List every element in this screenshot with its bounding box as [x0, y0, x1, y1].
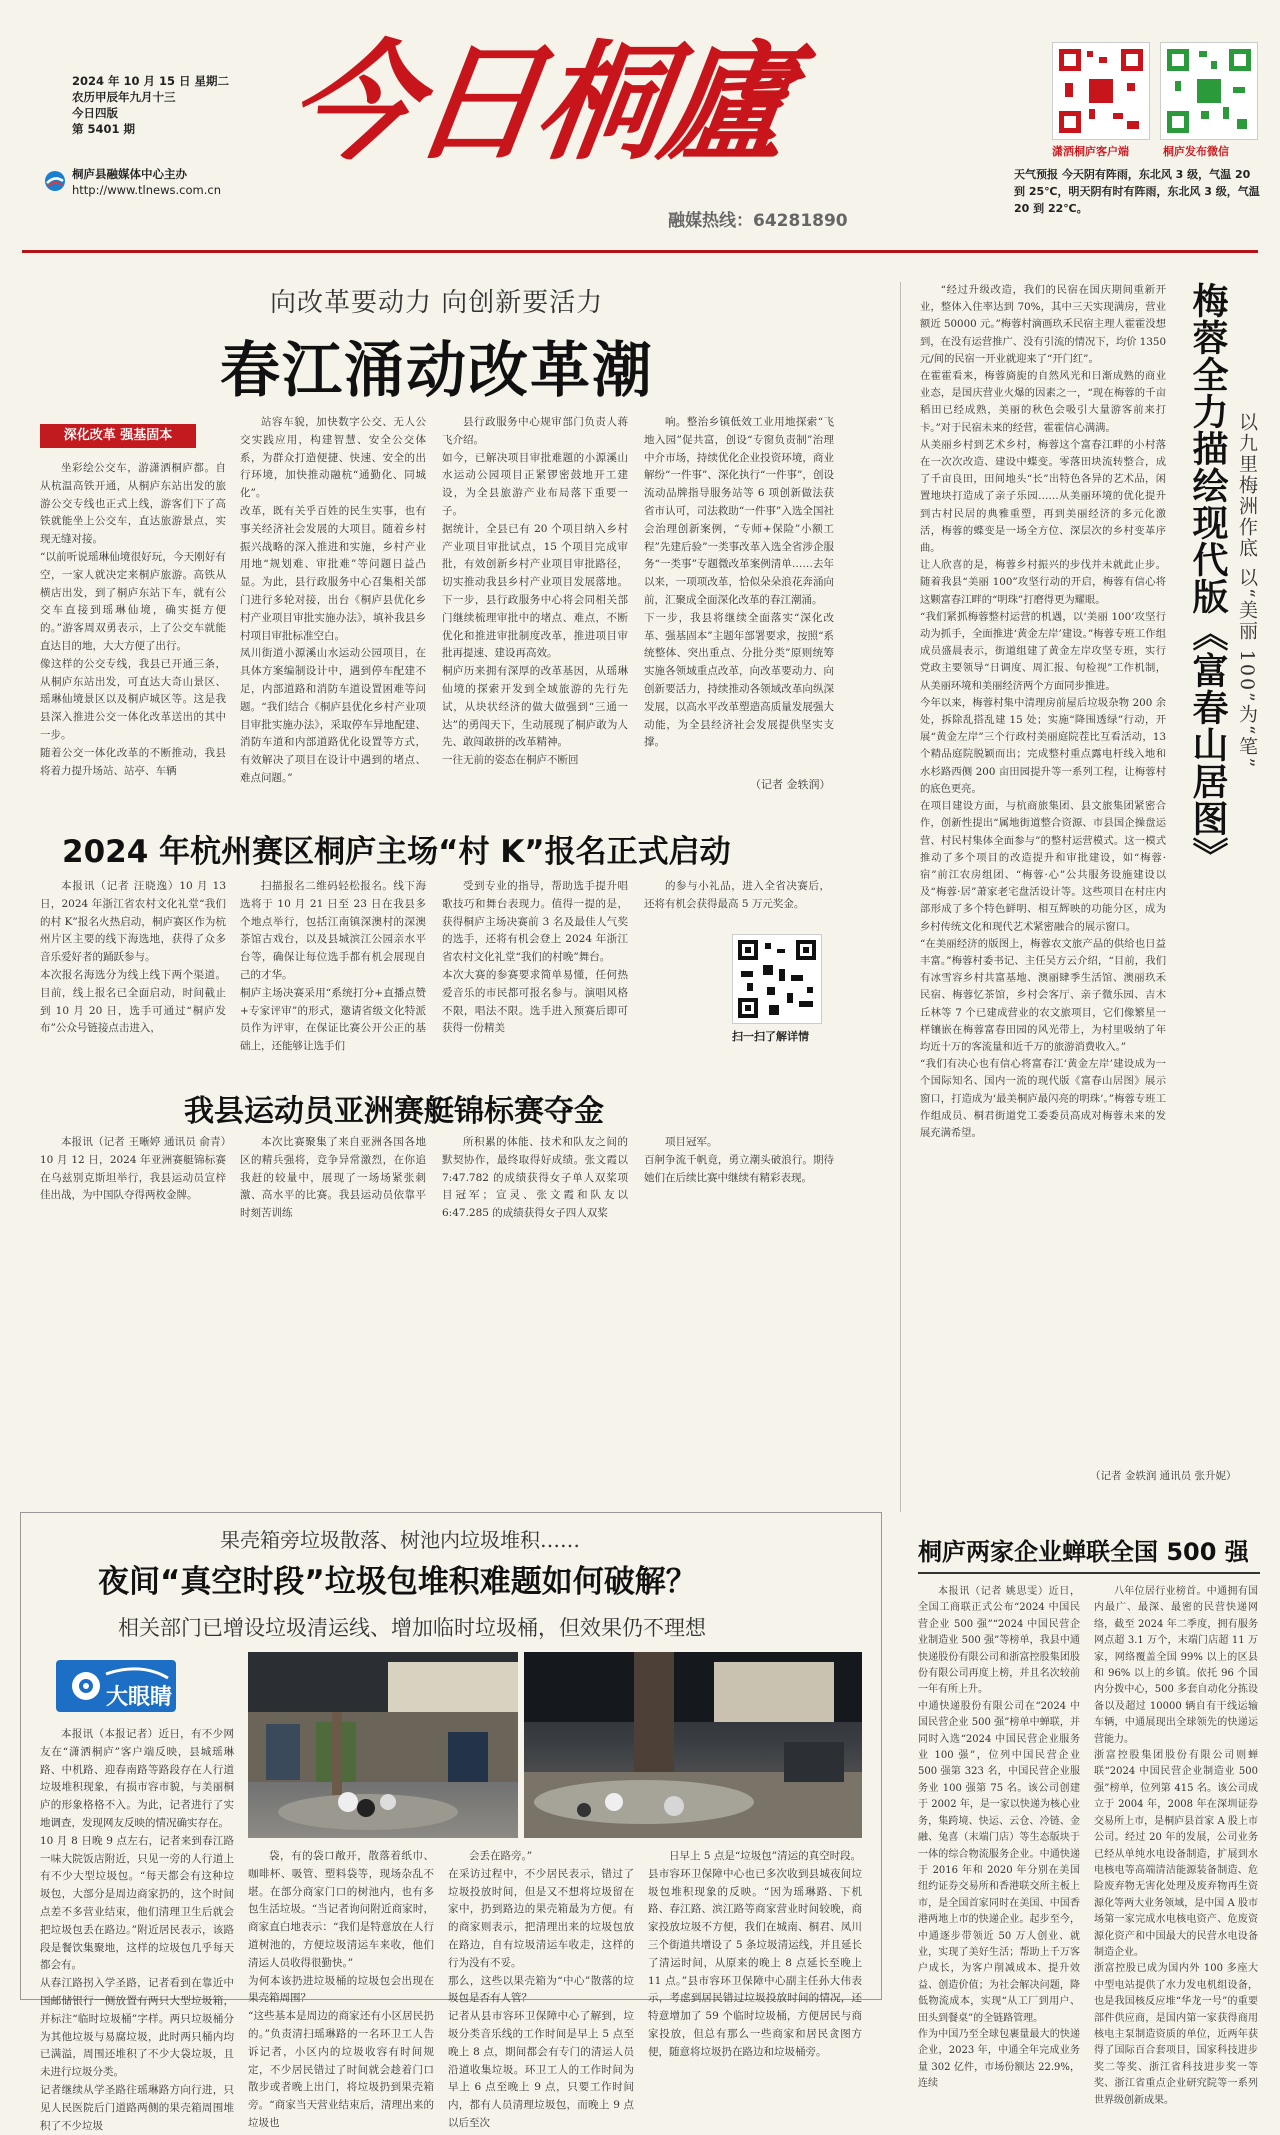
- lead-kicker: 向改革要动力 向创新要活力: [270, 288, 604, 318]
- meirong-body-text: “经过升级改造，我们的民宿在国庆期间重新开业，整体入住率达到 70%，其中三天实现满房，营业额近 50000 元。”梅蓉村滴画玖禾民宿主理人霍霍没想到，在没有运营推广、没有引流的情况下，均价 1350 元/间的民宿一开业就迎来了“开门红”。 在霍霍看来，梅蓉旖旎的自然风光和日渐成熟的商业业态，是国庆营业火爆的因素之一，“现在梅蓉的千亩稻田已经成熟，美丽的秋色会吸引大量游客前来打卡。”对于民宿未来的经营，霍霍信心满满。 从美丽乡村到艺术乡村，梅蓉这个富春江畔的小村落在一次次改造、建设中蝶变。零落田块流转整合，成了千亩良田，田间地头“长”出特色各异的艺术品，闲置地块打造成了亲子乐园……从美丽环境的优化提升到古村民居的典雅重塑，再到美丽经济的多元化激活，梅蓉的蝶变是一场全方位、深层次的乡村变革序曲。 让人欣喜的是，梅蓉乡村振兴的步伐并未就此止步。随着我县“美丽 100”攻坚行动的开启，梅蓉有信心将这颗富春江畔的“明珠”打磨得更为耀眼。 “我们紧抓梅蓉整村运营的机遇，以‘美丽 100’攻坚行动为抓手，全面推进‘黄金左岸’建设。”梅蓉专班工作组成员盛晨表示，街道组建了黄金左岸攻坚专班，实行党政主要领导“日调度、周汇报、旬检视”工作机制，从美丽环境和美丽经济两个方面同步推进。 今年以来，梅蓉村集中清理房前屋后垃圾杂物 200 余处，拆除乱搭乱建 15 处；实施“降围透绿”行动，开展“黄金左岸”三个行政村美丽庭院茬比互看活动，13 个精品庭院脱颖而出；完成整村重点露电杆线入地和水杉路西侧 200 亩田园提升等一系列工程，让梅蓉村的底色更亮。 在项目建设方面，与杭商旅集团、县文旅集团紧密合作，创新性提出“属地街道整合资源、市县国企操盘运营、村民村集体全面参与”的整村运营模式。这一模式推动了多个项目的改造提升和审批建设，如“梅蓉·宿”前江农房组团、“梅蓉·心”公共服务设施建设以及“梅蓉·居”萧家老宅盘活设计等。这些项目在村庄内部形成了多个特色鲜明、相互辉映的功能分区，成为乡村传统文化和现代艺术紧密融合的展示窗口。 “在美丽经济的版图上，梅蓉农文旅产品的供给也日益丰富。”梅蓉村委书记、主任吴方云介绍，“目前，我们有冰雪容乡村共富基地、澳丽肆季生活馆、澳丽玖禾民宿、梅蓉忆茶馆，乡村会客厅、亲子微乐园、吉木丘林等 7 个已建成营业的农文旅项目，它们像繁星一样镶嵌在梅蓉富春田园的风光带上，为村里吸纳了年均近十万的客流量和近千万的旅游消费收入。” “我们有决心也有信心将富春江‘黄金左岸’建设成为一个国际知名、国内一流的现代版《富春山居图》展示窗口，打造成为‘最美桐庐最闪亮的明珠’。”梅蓉专班工作组成员、桐君街道党工委委员高成对梅蓉未来的发展充满希望。: [920, 284, 1166, 1139]
- website-link[interactable]: http://www.tlnews.com.cn: [72, 183, 221, 197]
- feature-col1-text: 本报讯（本报记者）近日，有不少网友在“潇洒桐庐”客户端反映，县城瑶琳路、中机路、迎春南路等路段存在人行道垃圾堆积现象，有损市容市貌，与美丽桐庐的形象格格不入。为此，记者进行了实地调查，发现网友反映的情况确实存在。 10 月 8 日晚 9 点左右，记者来到春江路一味大院饭店附近，只见一旁的人行道上有不少大型垃圾包。“每天都会有这种垃圾包，大部分是周边商家扔的，这个时间点差不多营业结束，他们清理卫生后就会把垃圾包丢在路边。”附近居民表示，该路段是餐饮集聚地，这样的垃圾包几乎每天都会有。 从春江路拐入学圣路，记者看到在靠近中国邮储银行一侧放置有两只大型垃圾箱，并标注“临时垃圾桶”字样。两只垃圾桶分为其他垃圾与易腐垃圾，此时两只桶内均已满溢，周围还堆积了不少大袋垃圾，且未进行垃圾分类。 记者继续从学圣路往瑶琳路方向行进，只见人民医院后门道路两侧的果壳箱周围堆积了不少垃圾: [40, 1728, 234, 2132]
- rowing-column-2: [240, 1134, 426, 1230]
- newspaper-title: [279, 28, 890, 198]
- hotline-number: 64281890: [753, 211, 848, 231]
- big-eye-logo-icon: [56, 1654, 176, 1716]
- feature-column-2: [248, 1848, 434, 2129]
- feature-subhead: 相关部门已增设垃圾清运线、增加临时垃圾桶，但效果仍不理想: [118, 1616, 706, 1640]
- page-count: 今日四版: [72, 106, 118, 120]
- lead-col2-text: 站容车貌，加快数字公交、无人公交实践应用，构建智慧、安全公交体系，为群众打造便捷、快速、安全的出行环境，加快推动融杭“通勤化、同城化”。 改革，既有关乎百姓的民生实事，也有事关经济社会发展的大项目。随着乡村振兴战略的深入推进和实施，乡村产业用地“规划难、审批难”等问题日益凸显。为此，县行政服务中心召集相关部门进行多轮对接，出台《桐庐县优化乡村产业项目审批实施办法》，填补我县乡村项目审批标准空白。 凤川街道小源溪山水运动公园项目，在具体方案编制设计中，遇到停车配建不足，内部道路和消防车道设置困难等问题。“我们结合《桐庐县优化乡村产业项目审批实施办法》，采取停车异地配建、消防车道和内部道路优化设置等方式，有效解决了项目在设计中遇到的堵点、难点问题。”: [240, 416, 426, 784]
- newspaper-title-text: 今日桐廬: [279, 28, 797, 178]
- lead-col4-text: 响。整治乡镇低效工业用地探索“飞地入园”促共富，创设“专窗负责制”治理中介市场，持续优化企业投资环境，商业解纷“一件事”、深化执行“一件事”，创设流动品牌指导服务站等 6 项创新做法获省市认可，司法救助“一件事”入选全国社会治理创新案例，“专师+保险”小额工程”先建后验”一类事改革入选全省涉企服务“一类事”专题微改革案例清单……去年以来，一项项改革，恰似朵朵浪花奔涌向前，汇聚成全面深化改革的春江潮涌。 下一步，我县将继续全面落实“深化改革、强基固本”主题年部署要求，按照“系统整体、突出重点、分批分类”原则统筹实施各领域重点改革，向改革要动力、向创新要活力，持续推动各领域改革向纵深发展，以高水平改革塑造高质量发展强大动能，为全县经济社会发展提供坚实支撑。: [644, 416, 834, 749]
- enterprise-headline-rule: [918, 1572, 1260, 1574]
- wechat-qr-icon: [1160, 42, 1258, 140]
- cunk-signup-qr-icon[interactable]: [732, 934, 822, 1024]
- sponsor-line: 桐庐县融媒体中心主办: [72, 167, 187, 181]
- cunk-column-4: [644, 878, 830, 926]
- lead-section-tag: 深化改革 强基固本: [40, 424, 196, 448]
- cunk-column-1: [40, 878, 226, 1048]
- cunk-col3-text: 受到专业的指导，帮助选手提升唱歌技巧和舞台表现力。值得一提的是，获得桐庐主场决赛前 3 名及最佳人气奖的选手，还将有机会登上 2024 年浙江省农村文化礼堂“我们的村晚”舞台。 本次大赛的参赛要求简单易懂，任何热爱音乐的市民都可报名参与。演唱风格不限，唱法不限。选手进入预赛后即可获得一份精美: [442, 880, 628, 1035]
- hotline-label: 融媒热线：: [668, 211, 753, 231]
- rowing-col1-text: 本报讯（记者 王晰婷 通讯员 俞青）10 月 12 日，2024 年亚洲赛艇锦标赛在乌兹别克斯坦举行，我县运动员宣梓佳出战，为中国队夺得两枚金牌。: [40, 1136, 226, 1202]
- meirong-headline: 梅蓉全力描绘现代版《富春山居图》: [1187, 282, 1228, 874]
- cunk-col4-text: 的参与小礼品，进入全省决赛后，还将有机会获得最高 5 万元奖金。: [644, 880, 830, 910]
- meirong-body: [920, 282, 1166, 1462]
- masthead-divider: [22, 250, 1258, 253]
- lunar-date: 农历甲辰年九月十三: [72, 90, 176, 104]
- rowing-col3-text: 所积累的体能、技术和队友之间的默契协作，最终取得好成绩。张文霞以 7:47.782 的成绩获得女子单人双桨项目冠军；宣灵、张文霞和队友以 6:47.285 的成绩获得女子四人双桨: [442, 1136, 628, 1220]
- cunk-col1-text: 本报讯（记者 汪晓逸）10 月 13 日，2024 年浙江省农村文化礼堂“我们的村 K”报名火热启动，桐庐赛区作为杭州片区主要的线下海选地，获得了众多音乐爱好者的踊跃参与。 本次报名海选分为线上线下两个渠道。目前，线上报名已全面启动，时间截止到 10 月 20 日，选手可通过“桐庐发布”公众号链接点击进入，: [40, 880, 226, 1035]
- enterprise-col1-text: 本报讯（记者 姚思雯）近日，全国工商联正式公布“2024 中国民营企业 500 强”“2024 中国民营企业制造业 500 强”等榜单，我县中通快递股份有限公司和浙富控股集团股份有限公司再度上榜，并且名次较前一年有所上升。 中通快递股份有限公司在“2024 中国民营企业 500 强”榜单中蝉联，并同时入选“2024 中国民营企业服务业 100 强”，位列中国民营企业 500 强第 323 名，中国民营企业服务业 100 强第 75 名。该公司创建于 2002 年，是一家以快递为核心业务，集跨境、快运、云仓、冷链、金融、兔喜（末端门店）等生态版块于一体的综合物流服务企业。中通快递于 2016 年和 2020 年分别在美国纽约证券交易所和香港联交所主板上市，是全国首家同时在美国、中国香港两地上市的快递企业。起步至今，中通逐步带领近 50 万人创业、就业，实现了美好生活；帮助上千万客户成长，为客户削减成本、提升效益、创造价值；为社会解决问题，降低物流成本，实现“从工厂到用户、田头到餐桌”的全链路管理。 作为中国乃至全球包裹量最大的快递企业，2023 年，中通全年完成业务量 302 亿件，市场份额达 22.9%，连续: [918, 1586, 1080, 2090]
- rowing-column-4: [644, 1134, 834, 1204]
- cunk-column-2: [240, 878, 426, 1053]
- enterprise-headline: 桐庐两家企业蝉联全国 500 强: [918, 1538, 1249, 1566]
- rowing-column-3: [442, 1134, 628, 1230]
- enterprise-col2-text: 八年位居行业榜首。中通拥有国内最广、最深、最密的民营快递网络，截至 2024 年二季度，拥有服务网点超 3.1 万个，末端门店超 11 万家，网络覆盖全国 99% 以上的区县和 96% 以上的乡镇。依托 96 个国内分拨中心，500 多套自动化分拣设备以及超过 10000 辆自有干线运输车辆，中通展现出全球领先的快递运营能力。 浙富控股集团股份有限公司则蝉联“2024 中国民营企业制造业 500 强”榜单，位列第 415 名。该公司成立于 2004 年，2008 年在深圳证券交易所上市，是桐庐县首家 A 股上市公司。经过 20 年的发展，公司业务已经从单纯水电设备制造，扩展到水电核电等高端清洁能源装备制造、危险废弃物无害化处理及废弃物再生资源化等两大业务领域，是中国 A 股市场第一家完成水电核电资产、危废资源化资产和中国最大的民营水电设备制造企业。 浙富控股已成为国内外 100 多座大中型电站提供了水力发电机组设备，也是我国核反应堆“华龙一号”的重要部件供应商，是国内第一家获得商用核电主泵制造资质的单位，近两年获得了国际百合套项目，国家科技进步奖二等奖、浙江省科技进步奖一等奖、浙江省重点企业研究院等一系列世界级创新成果。: [1094, 1586, 1258, 2106]
- feature-col3-text: 会丢在路旁。” 在采访过程中，不少居民表示，错过了垃圾投放时间，但是又不想将垃圾留在家中，扔到路边的果壳箱最为方便。有的商家则表示，把清理出来的垃圾包放在路边，自有垃圾清运车收走，这样的行为没有不妥。 那么，这些以果壳箱为“中心”散落的垃圾包是否有人管？ 记者从县市容环卫保障中心了解到，垃圾分类音乐线的工作时间是早上 5 点至晚上 8 点，期间都会有专门的清运人员沿道收集垃圾。环卫工人的工作时间为早上 6 点至晚上 9 点，只要工作时间内，都有人员清理垃圾包，而晚上 9 点以后至次: [448, 1850, 634, 2129]
- street-photo-2: [524, 1652, 862, 1838]
- enterprise-column-1: [918, 1584, 1080, 2090]
- street-photo-1: [248, 1652, 518, 1838]
- lead-column-1: [40, 460, 226, 800]
- weather-forecast: 天气预报 今天阴有阵雨，东北风 3 级，气温 20 到 25℃，明天阴有时有阵雨，东北风 3 级，气温 20 到 22℃。: [1014, 168, 1260, 215]
- tlnews-logo-icon: [44, 170, 66, 192]
- client-app-qr-icon: [1052, 42, 1150, 140]
- feature-column-3: [448, 1848, 634, 2129]
- lead-col1-text: 坐彩绘公交车，游潇洒桐庐都。自从杭温高铁开通，从桐庐东站出发的旅游公交专线也正式上线，游客们下了高铁就能坐上公交车，直达旅游景点，实现无缝对接。 “以前听说瑶琳仙境很好玩，今天刚好有空，一家人就决定来桐庐旅游。高铁从横店出发，到了桐庐东站下车，就有公交车直接到瑶琳仙境，确实挺方便的。”游客周双勇表示，上了公交车就能直达目的地，大大方便了出行。 像这样的公交专线，我县已开通三条，从桐庐东站出发，可直达大奇山景区、瑶琳仙境景区以及桐庐城区等。这是我县深入推进公交一体化改革送出的其中一步。 随着公交一体化改革的不断推动，我县将着力提升场站、站亭、车辆: [40, 462, 226, 777]
- feature-column-4: [648, 1848, 862, 2058]
- meirong-byline: （记者 金轶润 通讯员 张升妮）: [1090, 1470, 1237, 1482]
- cunk-headline: 2024 年杭州赛区桐庐主场“村 K”报名正式启动: [62, 834, 731, 870]
- lead-column-4: [644, 414, 834, 774]
- feature-kicker: 果壳箱旁垃圾散落、树池内垃圾堆积……: [220, 1528, 580, 1552]
- lead-column-2: [240, 414, 426, 800]
- right-column-divider: [900, 282, 901, 1512]
- meirong-subhead: 以九里梅洲作底 以“美丽 100”为“笔”: [1236, 412, 1258, 770]
- issue-number: 第 5401 期: [72, 122, 136, 136]
- wechat-qr-caption: 桐庐发布微信: [1163, 145, 1229, 158]
- cunk-column-3: [442, 878, 628, 1048]
- cunk-qr-caption: 扫一扫了解详情: [732, 1030, 809, 1043]
- lead-col3-text: 县行政服务中心规审部门负责人蒋飞介绍。 如今，已解决项目审批难题的小源溪山水运动公园项目正紧锣密鼓地开工建设，为全县旅游产业布局落下重要一子。 据统计，全县已有 20 个项目纳入乡村产业项目审批试点，15 个项目完成审批，有效创新乡村产业项目审批路径，切实推动我县乡村产业项目发展落地。下一步，县行政服务中心将会同相关部门继续梳理审批中的堵点、难点，不断优化和推进审批制度改革，推进项目审批再提速、建设再高效。 桐庐历来拥有深厚的改革基因，从瑶琳仙境的探索开发到全域旅游的先行先试，从块状经济的做大做强到“三通一达”的勇闯天下，生动展现了桐庐敢为人先、敢闯敢拼的改革精神。 一往无前的姿态在桐庐不断回: [442, 416, 628, 767]
- cunk-col2-text: 扫描报名二维码轻松报名。线下海选将于 10 月 21 日至 23 日在我县多个地点举行，包括江南镇深澳村的深澳茶馆古戏台，以及县城滨江公园亲水平台等，确保让每位选手都有机会展现自己的才华。 桐庐主场决赛采用“系统打分+直播点赞+专家评审”的形式，邀请省级文化特派员作为评审，在保证比赛公开公正的基础上，还能够让选手们: [240, 880, 426, 1053]
- masthead-date-block: [72, 73, 229, 137]
- rowing-col2-text: 本次比赛聚集了来自亚洲各国各地区的精兵强将，竞争异常激烈，在你追我赶的较量中，展现了一场场紧张刺激、高水平的比赛。我县运动员依靠平时刻苦训练: [240, 1136, 426, 1220]
- lead-byline: （记者 金轶润）: [750, 778, 831, 791]
- rowing-column-1: [40, 1134, 226, 1230]
- lead-column-3: [442, 414, 628, 800]
- enterprise-column-2: [1094, 1584, 1258, 2106]
- rowing-col4-text: 项目冠军。 百舸争流千帆竟，勇立潮头破浪行。期待她们在后续比赛中继续有精彩表现。: [644, 1136, 834, 1184]
- feature-headline: 夜间“真空时段”垃圾包堆积难题如何破解？: [98, 1564, 697, 1600]
- feature-col4-text: 日早上 5 点是“垃圾包”清运的真空时段。 县市容环卫保障中心也已多次收到县城夜间垃圾包堆积现象的反映。“因为瑶琳路、下机路、春江路、滨江路等商家营业时间较晚，商家投放垃圾不方便，我们在城南、桐君、凤川三个街道共增设了 5 条垃圾清运线，并且延长了清运时间，从原来的晚上 8 点延长至晚上 11 点。”县市容环卫保障中心副主任孙大伟表示，考虑到居民错过垃圾投放时间的情况，还特意增加了 59 个临时垃圾桶，方便居民与商家投放，但总有那么一些商家和居民贪图方便，随意将垃圾扔在路边和垃圾桶旁。: [648, 1850, 862, 2058]
- date-line: 2024 年 10 月 15 日 星期二: [72, 74, 230, 88]
- sponsor-block: [72, 166, 221, 198]
- hotline: [668, 206, 848, 231]
- big-eye-logo-text: 大眼睛: [106, 1685, 173, 1710]
- client-app-qr-caption: 潇洒桐庐客户端: [1052, 145, 1129, 158]
- rowing-headline: 我县运动员亚洲赛艇锦标赛夺金: [184, 1094, 604, 1129]
- feature-column-1: [40, 1726, 234, 2132]
- lead-headline: 春江涌动改革潮: [220, 336, 654, 406]
- feature-col2-text: 袋，有的袋口敞开，散落着纸巾、咖啡杯、吸管、塑料袋等，现场杂乱不堪。在部分商家门口的树池内，也有多包生活垃圾。“当记者询问附近商家时，商家直白地表示：“我们是特意放在人行道树池的，方便垃圾清运车来收，他们清运人员收得很勤快。” 为何本该扔进垃圾桶的垃圾包会出现在果壳箱周围？ “这些基本是周边的商家还有小区居民扔的。”负责清扫瑶琳路的一名环卫工人告诉记者，小区内的垃圾收容有时间规定，不少居民错过了时间就会趁着门口散步或者晚上出门，将垃圾扔到果壳箱旁。“商家当天营业结束后，清理出来的垃圾也: [248, 1850, 434, 2129]
